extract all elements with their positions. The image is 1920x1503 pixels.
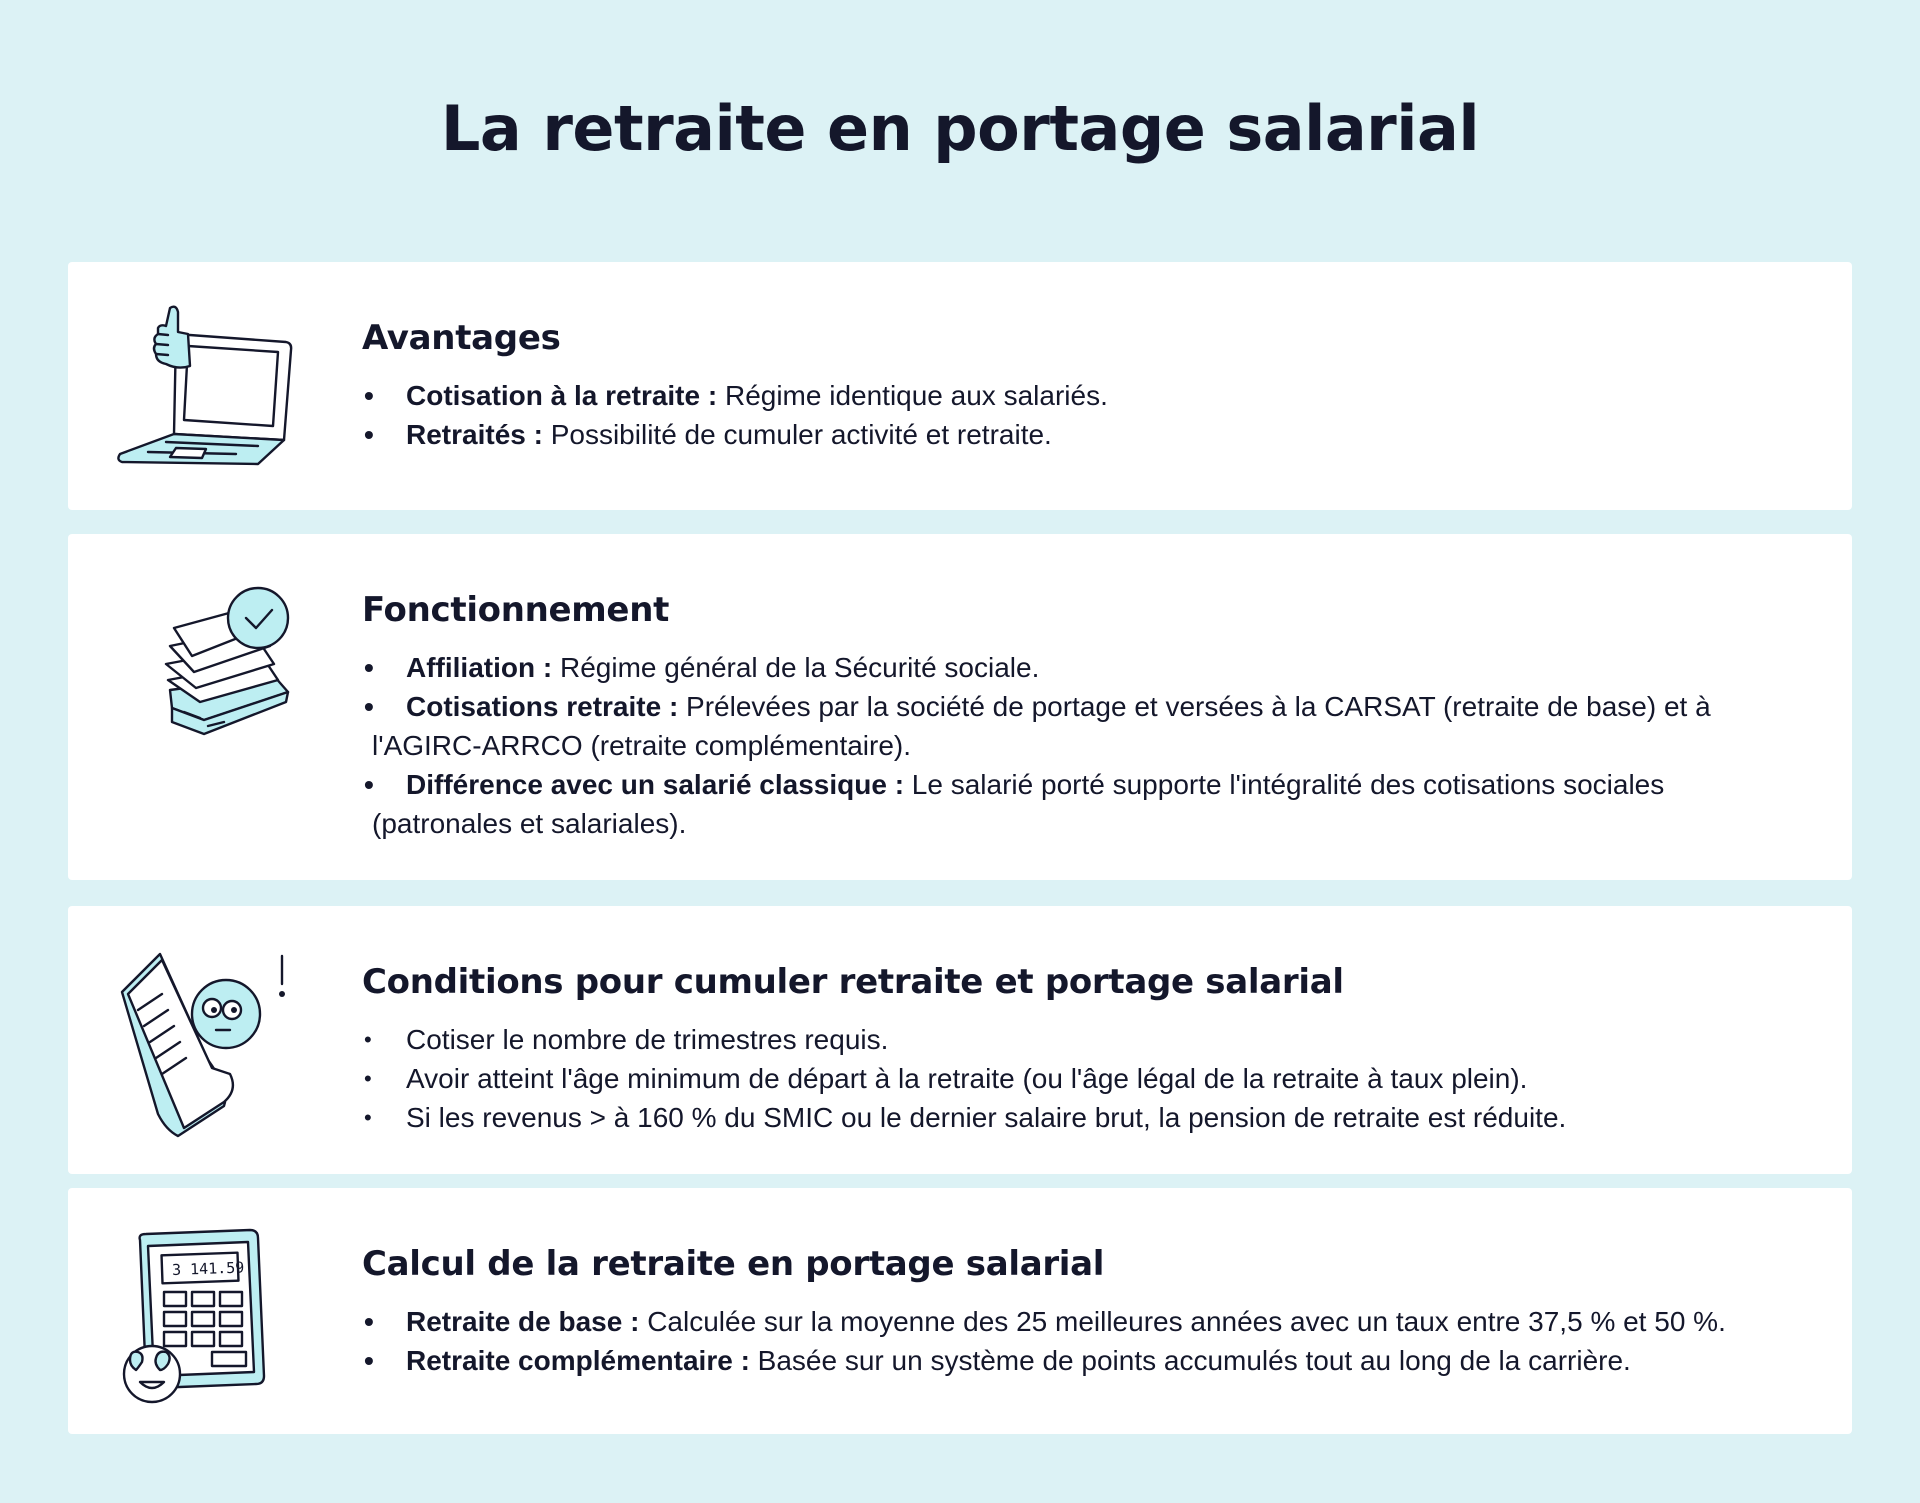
card-fonctionnement bbox=[68, 534, 1852, 880]
item-label: Différence avec un salarié classique : bbox=[406, 769, 905, 800]
list-item bbox=[362, 1341, 1828, 1380]
item-text: Si les revenus > à 160 % du SMIC ou le dernier salaire brut, la pension de retraite est réduite. bbox=[406, 1102, 1567, 1133]
face-reading-document-icon bbox=[108, 950, 308, 1144]
item-text: Prélevées par la société de portage et versées à la CARSAT (retraite de base) et à bbox=[678, 691, 1711, 722]
document-stack-check-icon bbox=[108, 580, 308, 764]
item-text: Basée sur un système de points accumulés tout au long de la carrière. bbox=[749, 1345, 1631, 1376]
item-text-continuation: l'AGIRC-ARRCO (retraite complémentaire). bbox=[372, 730, 912, 761]
item-text: Régime identique aux salariés. bbox=[717, 380, 1108, 411]
list-item bbox=[362, 687, 1828, 765]
item-label: Retraite de base : bbox=[406, 1306, 640, 1337]
item-text: Le salarié porté supporte l'intégralité des cotisations sociales bbox=[904, 769, 1665, 800]
item-label: Cotisation à la retraite : bbox=[406, 380, 718, 411]
laptop-thumbs-up-icon bbox=[108, 304, 308, 478]
item-text: Possibilité de cumuler activité et retraite. bbox=[542, 419, 1052, 450]
item-label: Cotisations retraite : bbox=[406, 691, 679, 722]
card-heading: Fonctionnement bbox=[362, 590, 670, 630]
card-list bbox=[362, 1020, 1828, 1137]
card-heading: Calcul de la retraite en portage salarial bbox=[362, 1244, 1105, 1284]
card-list bbox=[362, 1302, 1828, 1380]
page-title: La retraite en portage salarial bbox=[440, 92, 1480, 165]
item-label: Retraités : bbox=[406, 419, 543, 450]
list-item bbox=[362, 765, 1828, 843]
calculator-display: 3 141.59 bbox=[171, 1258, 245, 1279]
item-text: Avoir atteint l'âge minimum de départ à la retraite (ou l'âge légal de la retraite à taux plein). bbox=[406, 1063, 1528, 1094]
card-list bbox=[362, 376, 1828, 454]
list-item bbox=[362, 1020, 1828, 1059]
list-item bbox=[362, 1059, 1828, 1098]
calculator-smiley-icon bbox=[108, 1226, 308, 1410]
item-label: Retraite complémentaire : bbox=[406, 1345, 750, 1376]
card-heading: Conditions pour cumuler retraite et portage salarial bbox=[362, 962, 1344, 1002]
item-label: Affiliation : bbox=[406, 652, 553, 683]
item-text: Cotiser le nombre de trimestres requis. bbox=[406, 1024, 889, 1055]
card-calcul bbox=[68, 1188, 1852, 1434]
list-item bbox=[362, 1302, 1828, 1341]
list-item bbox=[362, 1098, 1828, 1137]
item-text-continuation: (patronales et salariales). bbox=[372, 808, 687, 839]
item-text: Régime général de la Sécurité sociale. bbox=[552, 652, 1040, 683]
item-text: Calculée sur la moyenne des 25 meilleures années avec un taux entre 37,5 % et 50 %. bbox=[639, 1306, 1726, 1337]
card-heading: Avantages bbox=[362, 318, 561, 358]
list-item bbox=[362, 415, 1828, 454]
card-list bbox=[362, 648, 1828, 843]
list-item bbox=[362, 648, 1828, 687]
card-conditions bbox=[68, 906, 1852, 1174]
card-avantages bbox=[68, 262, 1852, 510]
list-item bbox=[362, 376, 1828, 415]
